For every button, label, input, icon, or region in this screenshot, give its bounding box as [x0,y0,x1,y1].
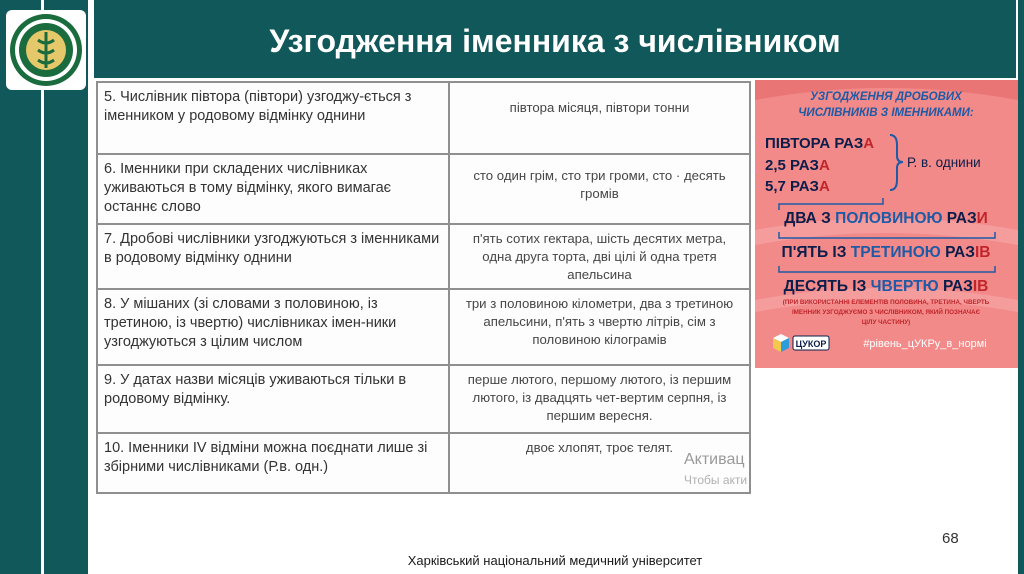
poster-heading: УЗГОДЖЕННЯ ДРОБОВИХ [810,91,962,103]
slide-title: Узгодження іменника з числівником [269,23,841,59]
poster-note: ІМЕННИК УЗГОДЖУЄМО З ЧИСЛІВНИКОМ, ЯКИЙ ПОЗНАЧАЄ [791,309,981,316]
rules-table [96,81,751,494]
rule-cell: 10. Іменники IV відміни можна поєднати лише зі збірними числівниками (Р.в. одн.) [97,433,449,493]
poster-item: ПІВТОРА РАЗА [765,135,875,152]
poster-line: ДВА З ПОЛОВИНОЮ РАЗИ [784,210,988,227]
cube-logo-icon [773,334,789,352]
example-cell: п'ять сотих гектара, шість десятих метра, одна друга торта, дві цілі й одна третя апельсина [449,224,750,289]
poster-hashtag: #рівень_цУКРу_в_нормі [863,338,987,350]
watermark-line: Активац [684,451,745,468]
poster-item: 5,7 РАЗА [765,178,830,195]
footer-text: Харківський національний медичний університет [407,553,703,568]
example-cell: двоє хлопят, троє телят. [449,433,750,493]
poster-heading: ЧИСЛІВНИКІВ З ІМЕННИКАМИ: [798,107,974,119]
example-cell: три з половиною кілометри, два з третиною апельсини, п'ять з чвертю літрів, сім з половиною кілограмів [449,289,750,365]
table-row [97,82,750,154]
poster-bracket [890,135,903,190]
rule-cell: 7. Дробові числівники узгоджуються з іменниками в родовому відмінку однини [97,224,449,289]
example-cell: сто один грім, сто три громи, сто · десять громів [449,154,750,224]
poster-note: (ПРИ ВИКОРИСТАННІ ЕЛЕМЕНТІВ ПОЛОВИНА, ТРЕТИНА, ЧВЕРТЬ [782,299,990,306]
poster-item: 2,5 РАЗА [765,157,830,174]
university-emblem-icon [6,10,86,90]
example-cell: перше лютого, першому лютого, із першим лютого, із двадцять чет-вертим серпня, із першим вересня. [449,365,750,433]
table-row [97,224,750,289]
poster-brand: ЦУКОР [795,339,827,349]
poster-line: П'ЯТЬ ІЗ ТРЕТИНОЮ РАЗІВ [781,244,991,261]
poster-note: ЦІЛУ ЧАСТИНУ) [861,319,911,326]
table-row [97,365,750,433]
table-row [97,289,750,365]
rule-cell: 9. У датах назви місяців уживаються тільки в родовому відмінку. [97,365,449,433]
activation-watermark [684,450,747,490]
page-number: 68 [942,530,959,547]
poster-graphic [755,80,1018,368]
university-logo [6,10,86,90]
table-row [97,433,750,493]
table-row [97,154,750,224]
poster-line: ДЕСЯТЬ ІЗ ЧВЕРТЮ РАЗІВ [783,278,989,295]
sidebar-stripe [88,0,91,574]
watermark-line: Чтобы акти [684,473,748,487]
rules-table-image [96,81,751,495]
fraction-numerals-poster [755,80,1018,368]
rule-cell: 5. Числівник півтора (півтори) узгоджу-ється з іменником у родовому відмінку однини [97,82,449,154]
slide-header [94,0,1016,78]
example-cell: півтора місяця, півтори тонни [449,82,750,154]
rule-cell: 8. У мішаних (зі словами з половиною, із третиною, із чвертю) числівниках імен-ники узгоджуються з цілим числом [97,289,449,365]
poster-bracket-label: Р. в. однини [907,155,981,170]
rule-cell: 6. Іменники при складених числівниках уживаються в тому відмінку, якого вимагає останнє слово [97,154,449,224]
